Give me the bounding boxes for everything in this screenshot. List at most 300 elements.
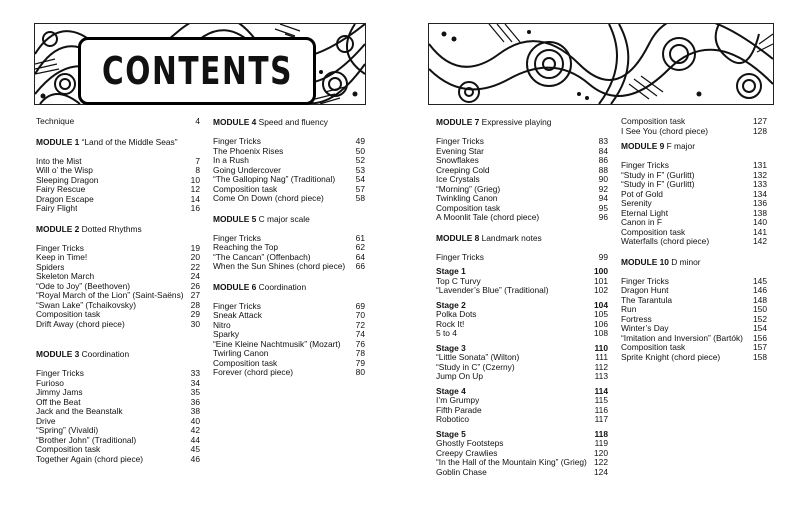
entry-title: “Study in C” (Czerny) [436, 362, 515, 372]
entry-title: Robotico [436, 415, 470, 424]
toc-entry[interactable] [36, 388, 200, 398]
entry-title: A Moonlit Tale (chord piece) [436, 213, 540, 222]
module-subtitle: C major scale [258, 213, 310, 224]
page-number: 112 [594, 361, 608, 372]
page-number: 92 [598, 183, 608, 194]
toc-entry[interactable] [621, 127, 767, 137]
toc-entry[interactable] [36, 379, 200, 389]
page-number: 90 [598, 174, 608, 184]
entry-title: Going Undercover [213, 165, 281, 175]
module-subtitle: “Land of the Middle Seas” [81, 136, 178, 147]
module-number: MODULE 7 [436, 117, 480, 127]
toc-entry[interactable] [621, 237, 767, 247]
page-number: 42 [190, 425, 200, 435]
toc-entry[interactable] [621, 218, 767, 228]
toc-entry[interactable] [436, 194, 608, 204]
toc-entry[interactable] [213, 185, 365, 195]
module-subtitle: Dotted Rhythms [81, 223, 142, 234]
page-number: 22 [190, 261, 200, 272]
entry-title: Drive [36, 416, 56, 426]
entry-title: Keep in Time! [36, 253, 88, 262]
module-subtitle: Coordination [81, 349, 130, 359]
entry-title: Composition task [213, 184, 278, 194]
stage-heading[interactable] [436, 344, 608, 354]
toc-entry[interactable] [213, 368, 365, 378]
toc-entry[interactable] [36, 253, 200, 263]
left-page [0, 0, 398, 518]
page-number: 20 [190, 252, 200, 262]
entry-title: Polka Dots [436, 310, 477, 319]
toc-entry[interactable] [621, 324, 767, 334]
page-number: 14 [190, 193, 200, 204]
spacer [213, 204, 365, 214]
toc-entry[interactable] [621, 171, 767, 181]
entry-title: Twirling Canon [213, 349, 269, 358]
spacer [436, 243, 608, 253]
toc-entry[interactable] [36, 369, 200, 379]
stage-heading[interactable] [436, 301, 608, 311]
toc-entry[interactable] [436, 396, 608, 406]
page-number: 154 [753, 323, 767, 333]
entry-title: Will o’ the Wisp [36, 166, 93, 175]
entry-title: “Morning” (Grieg) [436, 184, 501, 194]
module-number: MODULE 4 [213, 117, 257, 127]
module-heading [36, 137, 200, 147]
toc-entry[interactable] [621, 180, 767, 190]
page-number: 38 [190, 406, 200, 416]
entry-title: Winter’s Day [621, 324, 669, 333]
entry-title: Stage 4 [436, 386, 466, 396]
entry-title: In a Rush [213, 156, 249, 165]
page-number: 27 [190, 290, 200, 300]
module-number: MODULE 10 [621, 256, 669, 267]
module-number: MODULE 5 [213, 213, 257, 224]
page-number: 79 [355, 357, 365, 368]
toc-entry[interactable] [436, 310, 608, 320]
page-number: 88 [598, 164, 608, 175]
page-number: 40 [190, 415, 200, 426]
entry-title: Together Again (chord piece) [36, 454, 144, 464]
entry-title: “Brother John” (Traditional) [36, 435, 137, 445]
toc-entry[interactable] [621, 296, 767, 306]
toc-entry[interactable] [621, 209, 767, 219]
module-number: MODULE 6 [213, 281, 257, 292]
module-heading [36, 349, 200, 359]
entry-title: Jack and the Beanstalk [36, 407, 123, 416]
module-heading [621, 257, 767, 267]
page-number: 110 [594, 342, 608, 353]
entry-title: Run [621, 305, 637, 314]
toc-column-2 [213, 117, 365, 378]
toc-entry[interactable] [36, 166, 200, 176]
page-number: 80 [355, 367, 365, 377]
page-number: 131 [753, 160, 767, 170]
page-number: 7 [195, 155, 200, 166]
page-number: 119 [594, 438, 608, 448]
toc-entry[interactable] [36, 176, 200, 186]
toc-entry[interactable] [213, 194, 365, 204]
page-number: 12 [190, 184, 200, 194]
toc-entry[interactable] [621, 277, 767, 287]
page-number: 148 [753, 294, 767, 305]
toc-entry[interactable] [621, 353, 767, 363]
entry-title: Serenity [621, 199, 652, 208]
module-subtitle: Coordination [258, 281, 307, 292]
entry-title: Finger Tricks [36, 369, 84, 378]
page-number: 53 [355, 164, 365, 175]
entry-title: Finger Tricks [436, 137, 484, 146]
page-number: 102 [594, 285, 608, 295]
spacer [213, 272, 365, 282]
module-subtitle: Expressive playing [481, 117, 552, 127]
entry-title: Finger Tricks [621, 276, 669, 286]
toc-entry[interactable] [36, 204, 200, 214]
spacer [36, 339, 200, 349]
entry-title: Twinkling Canon [436, 194, 498, 203]
entry-title: Fairy Flight [36, 204, 78, 213]
toc-entry[interactable] [436, 415, 608, 425]
entry-title: Stage 2 [436, 300, 466, 310]
toc-entry[interactable] [36, 291, 200, 301]
entry-title: Pot of Gold [621, 189, 663, 199]
toc-entry[interactable] [621, 117, 767, 127]
toc-column-3 [436, 117, 608, 477]
spacer [213, 127, 365, 137]
entry-title: Eternal Light [621, 208, 669, 218]
stage-heading[interactable] [436, 267, 608, 277]
entry-title: Technique [36, 117, 75, 126]
page-number: 66 [355, 261, 365, 271]
page-number: 150 [753, 304, 767, 314]
toc-entry[interactable] [436, 439, 608, 449]
toc-entry[interactable] [36, 282, 200, 292]
page-number: 19 [190, 242, 200, 253]
toc-entry[interactable] [36, 117, 200, 127]
doodle-banner-right [428, 23, 774, 105]
module-heading [436, 233, 608, 243]
entry-title: I See You (chord piece) [621, 126, 709, 136]
page-number: 61 [355, 232, 365, 243]
page-number: 54 [355, 174, 365, 184]
page-number: 133 [753, 179, 767, 189]
page-number: 30 [190, 318, 200, 329]
toc-entry[interactable] [36, 195, 200, 205]
toc-entry[interactable] [436, 147, 608, 157]
toc-entry[interactable] [621, 343, 767, 353]
entry-title: Dragon Hunt [621, 286, 669, 295]
page-number: 140 [753, 217, 767, 227]
entry-title: Ghostly Footsteps [436, 439, 504, 448]
page-number: 156 [753, 332, 767, 343]
spacer [621, 151, 767, 161]
toc-entry[interactable] [213, 166, 365, 176]
page-number: 146 [753, 285, 767, 295]
toc-entry[interactable] [436, 468, 608, 478]
toc-entry[interactable] [213, 262, 365, 272]
page-number: 69 [355, 300, 365, 311]
toc-entry[interactable] [436, 449, 608, 459]
toc-entry[interactable] [436, 137, 608, 147]
entry-title: “The Cancan” (Offenbach) [213, 252, 311, 262]
entry-title: Off the Beat [36, 397, 81, 407]
spacer [213, 292, 365, 302]
page-number: 35 [190, 387, 200, 397]
entry-title: “Eine Kleine Nachtmusik” (Mozart) [213, 339, 341, 349]
entry-title: The Tarantula [621, 295, 673, 305]
toc-entry[interactable] [213, 302, 365, 312]
page-number: 118 [594, 428, 608, 439]
page-number: 33 [190, 368, 200, 378]
module-number: MODULE 8 [436, 232, 480, 243]
entry-title: Finger Tricks [213, 233, 261, 243]
toc-entry[interactable] [436, 320, 608, 330]
toc-entry[interactable] [436, 185, 608, 195]
spacer [213, 224, 365, 234]
entry-title: “Study in F” (Gurlitt) [621, 170, 695, 180]
entry-title: Drift Away (chord piece) [36, 319, 125, 329]
entry-title: Sprite Knight (chord piece) [621, 352, 721, 362]
page-number: 115 [594, 395, 608, 405]
toc-entry[interactable] [621, 305, 767, 315]
spacer [36, 234, 200, 244]
toc-entry[interactable] [36, 426, 200, 436]
entry-title: “The Galloping Nag” (Traditional) [213, 175, 336, 184]
toc-entry[interactable] [36, 417, 200, 427]
entry-title: Spiders [36, 262, 65, 272]
toc-entry[interactable] [436, 166, 608, 176]
toc-entry[interactable] [621, 161, 767, 171]
page-number: 45 [190, 444, 200, 454]
entry-title: Stage 3 [436, 343, 466, 353]
page-number: 152 [753, 313, 767, 324]
entry-title: “Ode to Joy” (Beethoven) [36, 281, 131, 291]
page-number: 138 [753, 207, 767, 218]
module-heading [36, 224, 200, 234]
page-number: 50 [355, 145, 365, 156]
entry-title: Creeping Cold [436, 165, 490, 175]
entry-title: Fortress [621, 314, 652, 324]
page-number: 132 [753, 169, 767, 180]
page-number: 58 [355, 193, 365, 203]
module-heading [213, 117, 365, 127]
toc-entry[interactable] [213, 359, 365, 369]
page-number: 142 [753, 236, 767, 246]
toc-entry[interactable] [621, 286, 767, 296]
page-number: 78 [355, 348, 365, 358]
toc-entry[interactable] [213, 330, 365, 340]
page-number: 111 [595, 352, 608, 362]
page-number: 34 [190, 377, 200, 388]
entry-title: Finger Tricks [621, 161, 669, 170]
page-number: 105 [594, 309, 608, 319]
module-number: MODULE 1 [36, 136, 80, 147]
page-number: 128 [753, 125, 767, 136]
page-number: 96 [598, 212, 608, 222]
toc-entry[interactable] [621, 315, 767, 325]
page-number: 113 [594, 371, 608, 381]
toc-entry[interactable] [213, 253, 365, 263]
entry-title: “Lavender’s Blue” (Traditional) [436, 286, 549, 295]
page-number: 86 [598, 155, 608, 165]
entry-title: Composition task [621, 343, 686, 352]
stage-heading[interactable] [436, 430, 608, 440]
entry-title: “Little Sonata” (Wilton) [436, 353, 520, 362]
module-subtitle: D minor [671, 256, 701, 267]
page-number: 116 [594, 404, 608, 415]
toc-entry[interactable] [36, 157, 200, 167]
toc-entry[interactable] [436, 329, 608, 339]
toc-entry[interactable] [36, 185, 200, 195]
spacer [36, 127, 200, 137]
toc-entry[interactable] [213, 340, 365, 350]
page-number: 36 [190, 396, 200, 407]
toc-entry[interactable] [436, 372, 608, 382]
toc-entry[interactable] [436, 286, 608, 296]
toc-entry[interactable] [213, 175, 365, 185]
toc-entry[interactable] [436, 156, 608, 166]
entry-title: Finger Tricks [436, 252, 484, 262]
page-number: 100 [594, 266, 608, 276]
toc-entry[interactable] [36, 445, 200, 455]
page-title: CONTENTS [101, 49, 293, 93]
page-number: 101 [594, 275, 608, 286]
page-number: 24 [190, 271, 200, 281]
module-heading [213, 282, 365, 292]
entry-title: Furioso [36, 378, 64, 388]
page-number: 52 [355, 155, 365, 165]
entry-title: Composition task [36, 445, 101, 454]
entry-title: Sparky [213, 330, 240, 339]
entry-title: Waterfalls (chord piece) [621, 237, 710, 246]
toc-entry[interactable] [621, 334, 767, 344]
entry-title: “Swan Lake” (Tchaikovsky) [36, 300, 137, 310]
toc-column-4 [621, 117, 767, 362]
entry-title: Creepy Crawlies [436, 448, 498, 458]
toc-entry[interactable] [36, 455, 200, 465]
page-number: 141 [753, 226, 767, 237]
spacer [36, 329, 200, 339]
toc-entry[interactable] [213, 311, 365, 321]
page-number: 99 [598, 251, 608, 262]
toc-entry[interactable] [213, 243, 365, 253]
entry-title: Dragon Escape [36, 194, 94, 204]
entry-title: Evening Star [436, 146, 484, 156]
entry-title: Top C Turvy [436, 276, 481, 286]
toc-entry[interactable] [213, 321, 365, 331]
page-number: 127 [753, 116, 767, 126]
entry-title: Into the Mist [36, 156, 82, 166]
toc-entry[interactable] [436, 253, 608, 263]
entry-title: Composition task [436, 203, 501, 213]
entry-title: “Royal March of the Lion” (Saint-Saëns) [36, 291, 184, 300]
entry-title: Sneak Attack [213, 311, 262, 320]
page-number: 83 [598, 136, 608, 146]
module-number: MODULE 2 [36, 223, 80, 234]
module-heading [213, 214, 365, 224]
toc-entry[interactable] [621, 228, 767, 238]
entry-title: Fairy Rescue [36, 185, 86, 194]
page-number: 70 [355, 310, 365, 320]
toc-entry[interactable] [36, 436, 200, 446]
spacer [436, 127, 608, 137]
page-number: 44 [190, 434, 200, 445]
toc-entry[interactable] [436, 406, 608, 416]
toc-entry[interactable] [213, 137, 365, 147]
entry-title: Finger Tricks [213, 137, 261, 146]
page-number: 74 [355, 329, 365, 339]
entry-title: Fifth Parade [436, 405, 482, 415]
page-number: 136 [753, 198, 767, 208]
page-number: 62 [355, 242, 365, 252]
toc-entry[interactable] [436, 213, 608, 223]
entry-title: Composition task [621, 117, 686, 126]
toc-entry[interactable] [213, 234, 365, 244]
page-number: 117 [594, 414, 608, 424]
spacer [36, 214, 200, 224]
spacer [621, 247, 767, 257]
toc-entry[interactable] [36, 244, 200, 254]
toc-entry[interactable] [436, 277, 608, 287]
entry-title: I’m Grumpy [436, 396, 480, 405]
toc-entry[interactable] [36, 398, 200, 408]
entry-title: Jimmy Jams [36, 388, 83, 397]
toc-entry[interactable] [436, 175, 608, 185]
page-number: 95 [598, 202, 608, 213]
entry-title: Canon in F [621, 218, 662, 227]
toc-entry[interactable] [36, 263, 200, 273]
toc-entry[interactable] [36, 407, 200, 417]
toc-entry[interactable] [213, 147, 365, 157]
page-number: 114 [594, 385, 608, 396]
entry-title: “Imitation and Inversion” (Bartók) [621, 333, 743, 343]
spacer [436, 223, 608, 233]
toc-entry[interactable] [213, 349, 365, 359]
page-number: 76 [355, 338, 365, 349]
entry-title: Rock It! [436, 319, 465, 329]
toc-entry[interactable] [36, 310, 200, 320]
toc-entry[interactable] [436, 363, 608, 373]
spacer [36, 359, 200, 369]
page-number: 94 [598, 193, 608, 203]
toc-entry[interactable] [621, 190, 767, 200]
entry-title: The Phoenix Rises [213, 146, 284, 156]
page-number: 64 [355, 251, 365, 262]
toc-entry[interactable] [36, 301, 200, 311]
toc-entry[interactable] [36, 272, 200, 282]
stage-heading[interactable] [436, 387, 608, 397]
page-number: 84 [598, 145, 608, 156]
entry-title: “In the Hall of the Mountain King” (Grieg) [436, 458, 587, 467]
entry-title: When the Sun Shines (chord piece) [213, 262, 346, 271]
entry-title: Composition task [213, 358, 278, 368]
page-number: 124 [594, 466, 608, 477]
page-number: 106 [594, 318, 608, 329]
module-number: MODULE 3 [36, 349, 80, 359]
module-heading [436, 117, 608, 127]
toc-entry[interactable] [436, 353, 608, 363]
toc-entry[interactable] [436, 458, 608, 468]
toc-entry[interactable] [36, 320, 200, 330]
entry-title: Nitro [213, 320, 231, 330]
toc-entry[interactable] [213, 156, 365, 166]
spacer [36, 147, 200, 157]
page-number: 16 [190, 203, 200, 213]
page-number: 145 [753, 275, 767, 286]
toc-entry[interactable] [436, 204, 608, 214]
entry-title: Snowflakes [436, 156, 479, 165]
toc-entry[interactable] [621, 199, 767, 209]
contents-title-box [78, 37, 316, 105]
